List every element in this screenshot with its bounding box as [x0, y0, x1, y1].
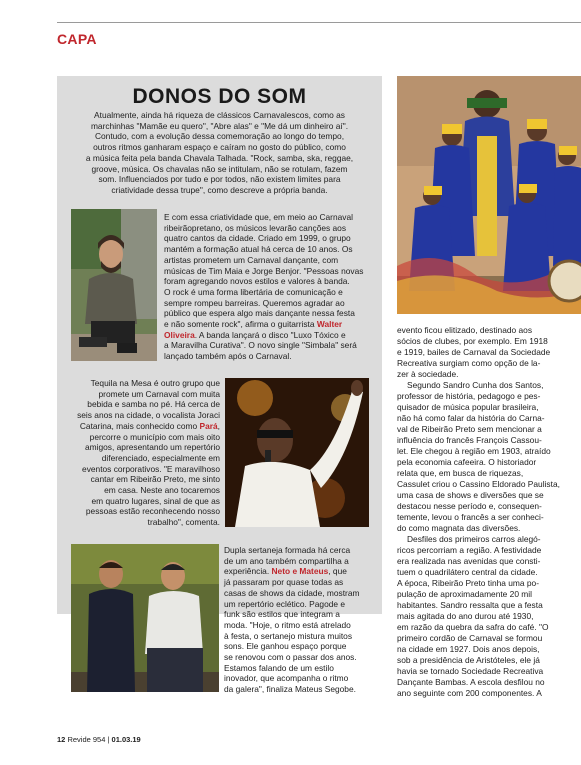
chavala-line: músicas de Tim Maia e Jorge Benjor. "Pessoas novas: [164, 265, 364, 276]
carnival-group-photo: [397, 76, 581, 314]
dupla-line: da galera", finaliza Mateus Segobe.: [224, 684, 356, 695]
tequila-line: diferenciado, especialmente em: [101, 452, 220, 463]
tequila-paragraph: [62, 378, 220, 528]
intro-line: som. Influenciados por tudo e por todos, não existem limites para: [98, 174, 341, 185]
tequila-line: cantar em Ribeirão Preto, me sinto: [90, 474, 220, 485]
tequila-photo: [225, 378, 369, 527]
page-footer: [57, 735, 141, 744]
dupla-line-text: experiência.: [224, 566, 272, 577]
tequila-line: Tequila na Mesa é outro grupo que: [90, 378, 220, 388]
right-column-line: Segundo Sandro Cunha dos Santos,: [407, 380, 544, 390]
chavala-line: quatro cantos da cidade. Criado em 1999, o grupo: [164, 233, 351, 244]
tequila-line: pessoas estão reconhecendo nosso: [85, 506, 220, 517]
right-column-line: pela economia cafeeira. O historiador: [397, 457, 537, 467]
tequila-line: [62, 421, 220, 432]
neto-mateus-paragraph: [224, 545, 380, 695]
chavala-line: foram agregando novos estilos e valores à banda.: [164, 276, 350, 287]
intro-line: criatividade dessa trupe", como descreve a própria banda.: [111, 184, 328, 195]
tequila-line: promete um Carnaval com muita: [98, 388, 220, 399]
right-column-line: temente, levou o francês a ser conheci-: [397, 512, 544, 522]
right-column-line: em razão da quebra da safra do café. "O: [397, 622, 549, 632]
intro-line: marchinhas "Mamãe eu quero", "Abre alas" e "Me dá um dinheiro aí".: [90, 120, 349, 131]
chavala-line: artistas prometem um Carnaval dançante, com: [164, 254, 339, 265]
tequila-line: trabalho", comenta.: [147, 517, 220, 528]
right-column-line: A época, Ribeirão Preto tinha uma po-: [397, 578, 539, 588]
intro-line: Contudo, com a evolução dessa comemoração ao longo do tempo,: [94, 131, 345, 142]
right-column-line: mais agitada do ano durou até 1930,: [397, 611, 534, 621]
right-column-line: quisador de música popular brasileira,: [397, 402, 539, 412]
tequila-line: eventos corporativos. "E maravilhoso: [82, 463, 220, 474]
right-column-text: [397, 325, 581, 699]
dupla-line: um repertório eclético. Pagode e: [224, 598, 346, 609]
chavala-line: sempre rompeu barreiras. Queremos agradar ao: [164, 297, 345, 308]
dupla-line: casas de shows da cidade, mostram: [224, 587, 360, 598]
right-column-line: na cidade em 1927. Dois anos depois,: [397, 644, 540, 654]
intro-line: a música feita pela banda Chavala Talhada. "Rock, samba, ska, reggae,: [85, 152, 354, 163]
dupla-line: moda. "Hoje, o ritmo está atrelado: [224, 619, 351, 630]
chavala-line-text: e não somente rock", afirma o guitarrista: [164, 319, 317, 330]
right-column-line: tuem o quadrilátero central da cidade.: [397, 567, 538, 577]
top-rule: [57, 22, 581, 23]
magazine-name: Revide 954: [67, 735, 106, 744]
intro-line: outros ritmos ganharam espaço e caíram no gosto do público, como: [93, 142, 346, 153]
right-column-line: relata que, em busca de riquezas,: [397, 468, 524, 478]
chavala-line: a Maravilha Curativa". O novo single "Simbala" será: [164, 340, 357, 351]
footer-separator: |: [107, 735, 110, 744]
chavala-line: público que espera algo mais dançante nessa festa: [164, 308, 355, 319]
chavala-line: O rock é uma forma libertária de comunicação e: [164, 286, 343, 297]
right-column-line: evento ficou elitizado, destinado aos: [397, 325, 533, 335]
intro-line: Atualmente, ainda há riqueza de clássicos Carnavalescos, como as: [94, 110, 345, 120]
right-column-line: ricos percorriam a região. A festividade: [397, 545, 542, 555]
right-column-line: val de Ribeirão Preto sem mencionar a: [397, 424, 542, 434]
dupla-line-text: , que: [328, 566, 347, 577]
right-column-line: zer à sociedade.: [397, 369, 459, 379]
right-column-line: Desfiles dos primeiros carros alegó-: [407, 534, 541, 544]
right-column-line: habitantes. Sandro ressalta que a festa: [397, 600, 543, 610]
comma: ,: [217, 420, 220, 431]
right-column-line: do como magnata das diversões.: [397, 523, 521, 533]
chavala-photo: [71, 209, 157, 361]
para-highlight: Pará: [199, 420, 218, 431]
chavala-paragraph: [164, 212, 376, 362]
right-column-line: sob a presidência de Aristóteles, ele já: [397, 655, 540, 665]
dupla-line: sons. Ele ganhou espaço porque: [224, 641, 347, 652]
right-column-line: let. Ele chegou à região em 1903, atraído: [397, 446, 551, 456]
right-column-line: sócios de clubes, por exemplo. Em 1918: [397, 336, 548, 346]
right-column-line: Recreativa surgiam como opção de la-: [397, 358, 541, 368]
dupla-line: se renovou com o passar dos anos.: [224, 652, 357, 663]
chavala-line: [164, 330, 376, 341]
chavala-line: mantém a formação atual há cerca de 10 anos. Os: [164, 244, 353, 255]
right-column-line: era realizada nas avenidas que consti-: [397, 556, 541, 566]
right-column-line: uma casa de shows e diversões que se: [397, 490, 544, 500]
intro-line: groove, música. Os chavalas não se intitulam, não se rotulam, fazem: [91, 163, 348, 174]
right-column-line: pulação de aproximadamente 20 mil: [397, 589, 533, 599]
tequila-line: bebida e samba no pé. Há cerca de: [87, 399, 220, 410]
dupla-line: já passaram por quase todas as: [224, 577, 344, 588]
tequila-line-text: Catarina, mais conhecido como: [79, 420, 200, 431]
issue-date: 01.03.19: [111, 735, 141, 744]
page-number: 12: [57, 735, 66, 744]
dupla-line: à festa, o sertanejo mistura muitos: [224, 630, 353, 641]
chavala-line: ribeirãopretano, os músicos levarão canções aos: [164, 222, 347, 233]
right-column-line: e 1919, bailes de Carnaval da Sociedade: [397, 347, 551, 357]
right-column-line: havia se tornado Sociedade Recreativa: [397, 666, 544, 676]
walter-highlight: Walter: [316, 319, 343, 330]
dupla-line: de um ano também compartilha a: [224, 555, 349, 566]
right-column-line: Cassulet criou o Cassino Eldorado Paulista,: [397, 479, 560, 489]
oliveira-highlight: Oliveira: [164, 329, 195, 340]
chavala-line-text: . A banda lançará o disco "Luxo Tóxico e: [194, 329, 346, 340]
dupla-line: funk são estilos que integram a: [224, 609, 340, 620]
right-column-line: ano seguinte com 200 componentes. A: [397, 688, 542, 698]
dupla-line: [224, 566, 380, 577]
right-column-line: professor de história, pedagogo e pes-: [397, 391, 541, 401]
chavala-line: [164, 319, 376, 330]
right-column-line: Dançante Bambas. A escola desfilou no: [397, 677, 545, 687]
neto-mateus-photo: [71, 544, 219, 692]
tequila-line: em casa. Neste ano tocaremos: [104, 485, 220, 496]
section-label: CAPA: [57, 31, 97, 47]
right-column-line: primeiro cordão de Carnaval se formou: [397, 633, 543, 643]
dupla-line: inovador, que acompanha o ritmo: [224, 673, 349, 684]
tequila-line: amigos, apresentando um repertório: [84, 442, 220, 453]
chavala-line: E com essa criatividade que, em meio ao Carnaval: [164, 212, 353, 222]
tequila-line: percorre o município com mais oito: [89, 431, 220, 442]
tequila-line: em quatro lugares, sinal de que as: [91, 495, 220, 506]
chavala-line: lançado também após o Carnaval.: [164, 351, 292, 362]
dupla-line: Dupla sertaneja formada há cerca: [224, 545, 351, 555]
intro-paragraph: [62, 110, 377, 196]
right-column-line: destacou nesse período e, consequen-: [397, 501, 542, 511]
neto-mateus-highlight: Neto e Mateus: [271, 566, 329, 577]
dupla-line: Estamos falando de um estilo: [224, 662, 334, 673]
tequila-line: seis anos na cidade, o vocalista Joraci: [77, 410, 220, 421]
right-column-line: não há como falar da história do Carna-: [397, 413, 545, 423]
feature-title: DONOS DO SOM: [132, 85, 307, 108]
right-column-line: influência do francês François Cassou-: [397, 435, 542, 445]
